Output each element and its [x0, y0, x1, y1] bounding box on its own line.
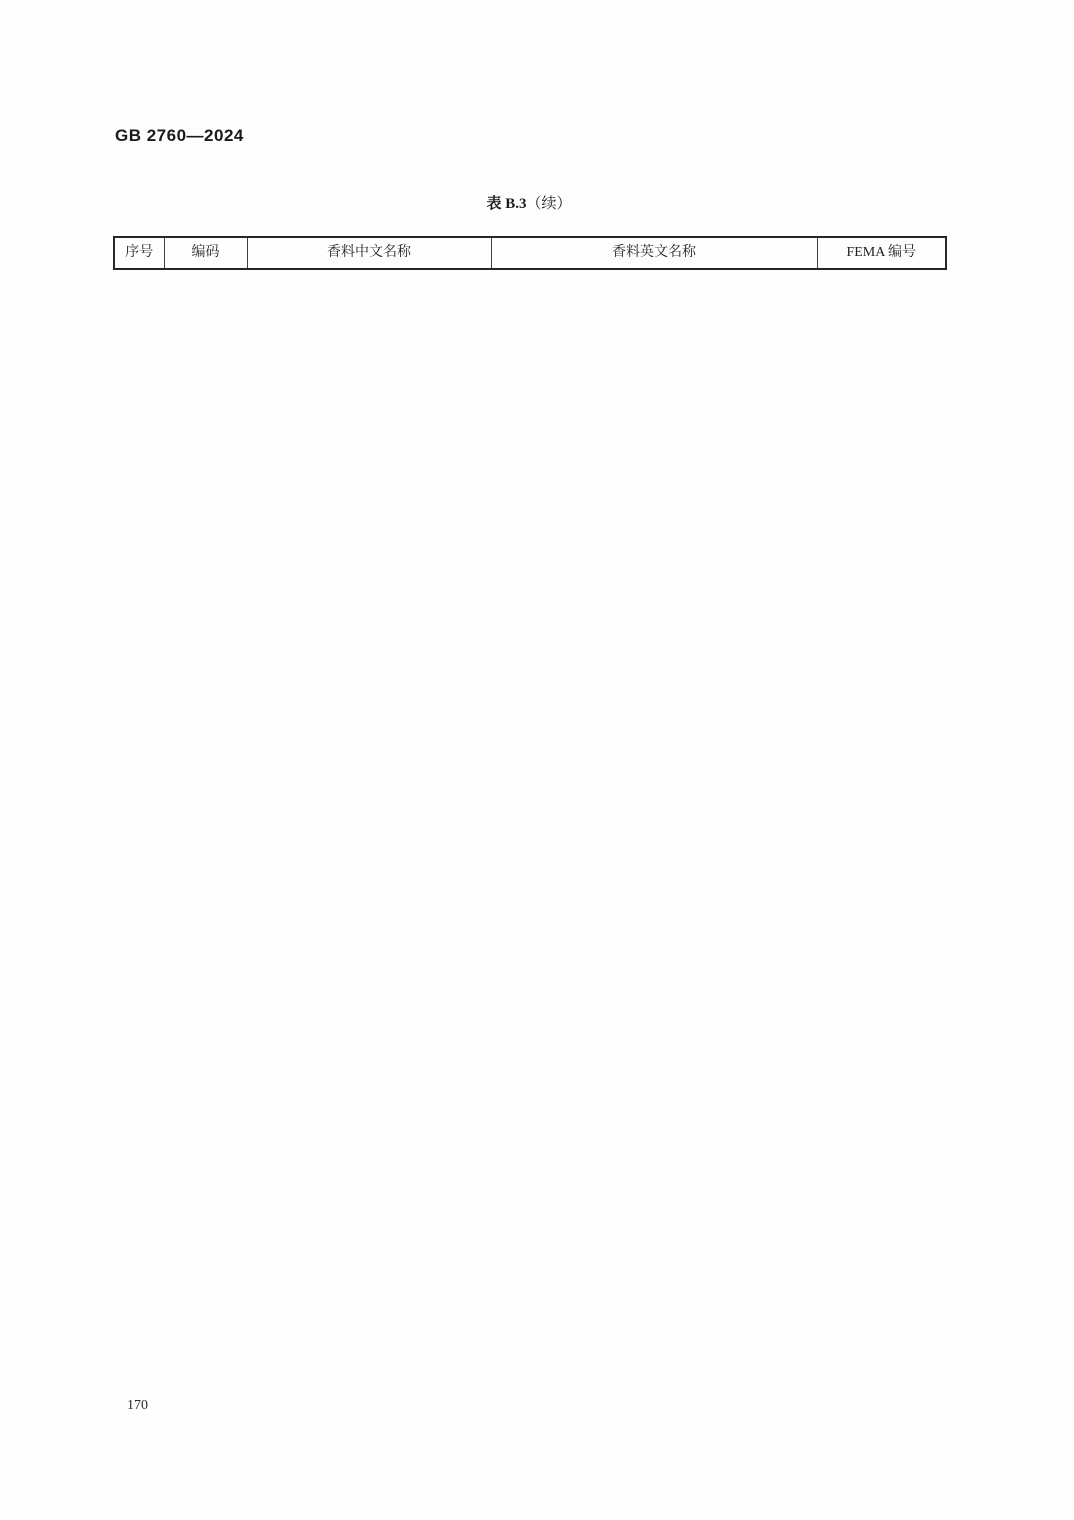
table-title-continued: （续）	[526, 196, 572, 212]
page-number: 170	[127, 1398, 148, 1413]
standard-code: GB 2760—2024	[115, 126, 244, 145]
header-row	[114, 237, 946, 269]
table-header	[114, 237, 946, 269]
flavor-substances-table	[113, 236, 947, 270]
header-fema-number: FEMA 编号	[817, 237, 946, 269]
header-serial-number: 序号	[114, 237, 164, 269]
table-title-label: 表 B.3	[486, 196, 527, 212]
header-english-name: 香料英文名称	[491, 237, 817, 269]
header-code: 编码	[164, 237, 247, 269]
header-chinese-name: 香料中文名称	[247, 237, 491, 269]
table-title	[113, 192, 945, 213]
